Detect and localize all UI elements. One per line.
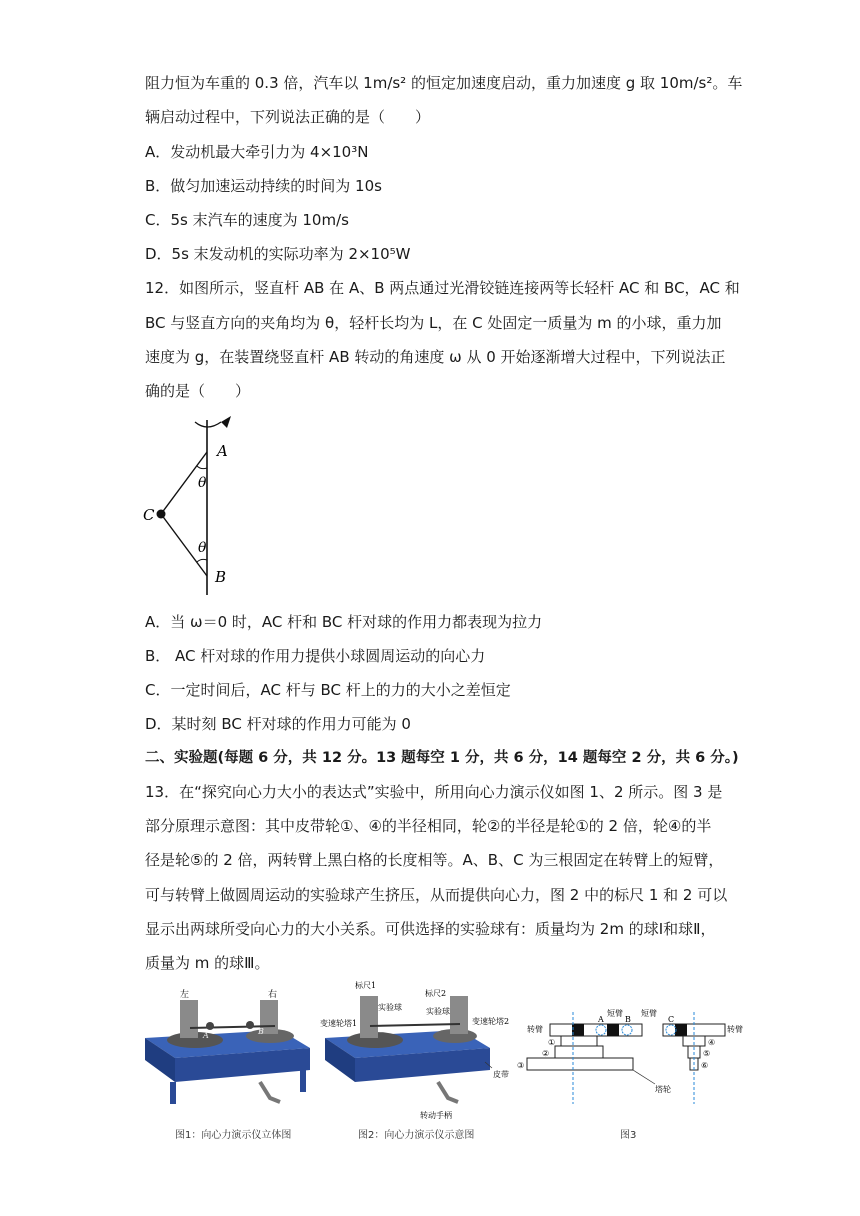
fig3-w3: ③ (517, 1061, 525, 1070)
q12-stem-line2: BC 与竖直方向的夹角均为 θ，轻杆长均为 L，在 C 处固定一质量为 m 的小球，重力加 (145, 314, 722, 332)
q12-rod-figure (135, 410, 245, 600)
fig1-right: 右 (268, 990, 278, 1000)
q12-option-d: D．某时刻 BC 杆对球的作用力可能为 0 (145, 715, 411, 733)
q12-option-a: A．当 ω＝0 时，AC 杆和 BC 杆对球的作用力都表现为拉力 (145, 613, 543, 631)
q13-line6: 质量为 m 的球Ⅲ。 (145, 954, 270, 972)
q11-option-c: C．5s 末汽车的速度为 10m/s (145, 211, 349, 229)
theta-top: θ (198, 475, 207, 491)
fig3-arm-left: 转臂 (527, 1025, 543, 1034)
q13-line4: 可与转臂上做圆周运动的实验球产生挤压，从而提供向心力，图 2 中的标尺 1 和 2 可以 (145, 886, 728, 904)
fig2-ball1: 实验球 (378, 1003, 402, 1012)
fig3-short1: 短臂 (607, 1009, 623, 1018)
fig3-arm-right: 转臂 (727, 1025, 743, 1034)
fig1-apparatus-3d (140, 990, 315, 1120)
fig3-w5: ⑤ (703, 1049, 711, 1058)
fig1-a: A (203, 1031, 209, 1040)
arrow-head-icon (221, 416, 231, 428)
angle-arc-bottom (197, 559, 207, 562)
label-b: B (215, 568, 227, 586)
fig3-w4: ④ (708, 1038, 716, 1047)
rotation-arrow-icon (195, 422, 221, 427)
fig3-a: A (598, 1015, 604, 1024)
fig3-principle-diagram (515, 1010, 755, 1122)
fig3-w2: ② (542, 1049, 550, 1058)
q12-stem-line3: 速度为 g，在装置绕竖直杆 AB 转动的角速度 ω 从 0 开始逐渐增大过程中，下列说法正 (145, 348, 726, 366)
angle-arc-top (197, 466, 207, 469)
fig3-b: B (625, 1015, 631, 1024)
theta-bottom: θ (198, 540, 207, 556)
ball-c (157, 510, 166, 519)
fig3-short2: 短臂 (641, 1009, 657, 1018)
q11-option-b: B．做匀加速运动持续的时间为 10s (145, 177, 382, 195)
fig1-b: B (258, 1027, 264, 1036)
label-c: C (143, 506, 155, 524)
fig2-handle: 转动手柄 (420, 1111, 452, 1120)
fig2-ruler1: 标尺1 (355, 981, 377, 990)
fig3-tower: 塔轮 (655, 1085, 671, 1094)
q13-line5: 显示出两球所受向心力的大小关系。可供选择的实验球有：质量均为 2m 的球Ⅰ和球Ⅱ， (145, 920, 716, 938)
q12-option-c: C．一定时间后，AC 杆与 BC 杆上的力的大小之差恒定 (145, 681, 511, 699)
fig3-caption: 图3 (620, 1130, 637, 1141)
q11-option-a: A．发动机最大牵引力为 4×10³N (145, 143, 369, 161)
fig2-apparatus-schematic (320, 978, 510, 1123)
label-a: A (217, 442, 228, 460)
q13-line2: 部分原理示意图：其中皮带轮①、④的半径相同，轮②的半径是轮①的 2 倍，轮④的半 (145, 817, 712, 835)
fig2-ball2: 实验球 (426, 1007, 450, 1016)
fig1-left: 左 (180, 990, 190, 1000)
fig2-ruler2: 标尺2 (425, 989, 447, 998)
q11-stem-line2: 辆启动过程中，下列说法正确的是（ ） (145, 108, 431, 126)
q12-stem-line1: 12．如图所示，竖直杆 AB 在 A、B 两点通过光滑铰链连接两等长轻杆 AC 和 BC，AC 和 (145, 279, 740, 297)
q13-line1: 13．在“探究向心力大小的表达式”实验中，所用向心力演示仪如图 1、2 所示。图 3 是 (145, 783, 723, 801)
q12-option-b: B． AC 杆对球的作用力提供小球圆周运动的向心力 (145, 647, 486, 665)
fig2-tower1: 变速轮塔1 (320, 1019, 358, 1028)
q12-stem-line4: 确的是（ ） (145, 382, 251, 400)
q11-option-d: D．5s 末发动机的实际功率为 2×10⁵W (145, 245, 411, 263)
fig2-tower2: 变速轮塔2 (472, 1017, 510, 1026)
fig2-belt: 皮带 (493, 1070, 509, 1079)
fig3-w1: ① (548, 1038, 556, 1047)
fig1-caption: 图1：向心力演示仪立体图 (175, 1130, 292, 1141)
q11-stem-line1: 阻力恒为车重的 0.3 倍，汽车以 1m/s² 的恒定加速度启动，重力加速度 g 取 10m/s²。车 (145, 74, 743, 92)
fig3-w6: ⑥ (701, 1061, 709, 1070)
fig2-caption: 图2：向心力演示仪示意图 (358, 1130, 475, 1141)
section-title: 二、实验题(每题 6 分，共 12 分。13 题每空 1 分，共 6 分，14 题每空 2 分，共 6 分。) (145, 750, 739, 766)
fig3-c: C (668, 1015, 675, 1024)
q13-line3: 径是轮⑤的 2 倍，两转臂上黑白格的长度相等。A、B、C 为三根固定在转臂上的短臂， (145, 851, 724, 869)
